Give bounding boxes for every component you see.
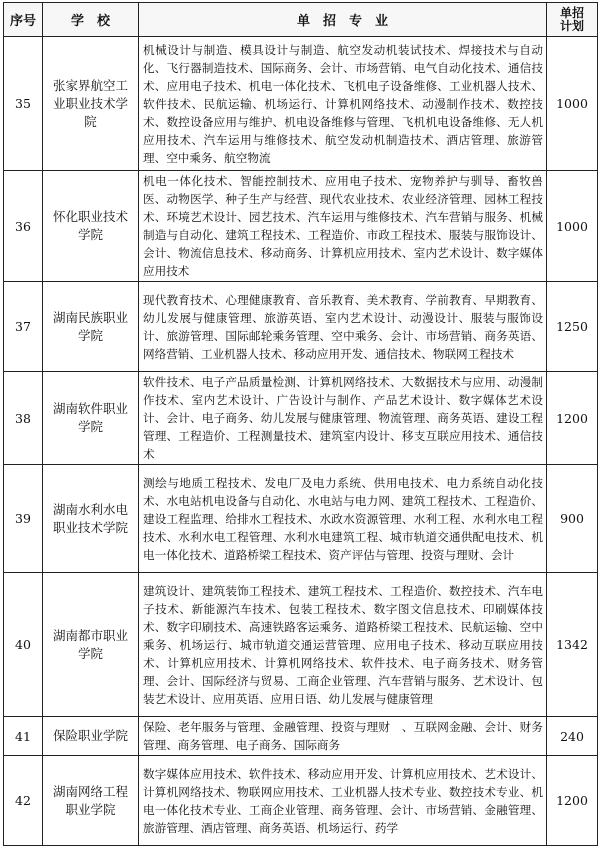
single-enrollment-table [3,2,598,846]
table-row [4,756,598,846]
row-serial-number: 39 [4,465,43,573]
row-plan-count: 1200 [547,372,598,465]
row-school-name: 湖南网络工程职业学院 [43,756,139,846]
row-school-name: 保险职业学院 [43,717,139,756]
row-serial-number: 38 [4,372,43,465]
row-serial-number: 37 [4,282,43,372]
row-school-name: 湖南都市职业学院 [43,573,139,717]
row-serial-number: 35 [4,37,43,171]
row-plan-count: 1342 [547,573,598,717]
row-school-name: 湖南软件职业学院 [43,372,139,465]
row-majors-list: 现代教育技术、心理健康教育、音乐教育、美术教育、学前教育、早期教育、幼儿发展与健康管理、旅游英语、室内艺术设计、动漫设计、服装与服饰设计、旅游管理、国际邮轮乘务管理、空中乘务、会计、市场营销、商务英语、网络营销、工业机器人技术、移动应用开发、通信技术、物联网工程技术 [139,282,547,372]
table-row [4,465,598,573]
header-plan-line2: 计划 [559,18,584,33]
table-header-row [4,3,598,37]
header-serial-number: 序号 [4,3,43,37]
row-school-name: 张家界航空工业职业技术学院 [43,37,139,171]
row-plan-count: 1250 [547,282,598,372]
row-school-name: 怀化职业技术学院 [43,171,139,282]
row-serial-number: 41 [4,717,43,756]
row-plan-count: 900 [547,465,598,573]
header-plan-line1: 单招 [559,5,584,20]
row-majors-list: 保险、老年服务与管理、金融管理、投资与理财 、互联网金融、会计、财务管理、商务管理、电子商务、国际商务 [139,717,547,756]
table-row [4,171,598,282]
admission-plan-document [3,2,597,835]
row-plan-count: 1200 [547,756,598,846]
row-school-name: 湖南民族职业学院 [43,282,139,372]
row-majors-list: 测绘与地质工程技术、发电厂及电力系统、供用电技术、电力系统自动化技术、水电站机电设备与自动化、水电站与电力网、建筑工程技术、工程造价、建设工程监理、给排水工程技术、水政水资源管理、水利工程、水利水电工程技术、水利水电工程管理、水利水电建筑工程、城市轨道交通供配电技术、机电一体化技术、道路桥梁工程技术、资产评估与管理、投资与理财、会计 [139,465,547,573]
row-plan-count: 1000 [547,37,598,171]
table-row [4,282,598,372]
header-majors: 单 招 专 业 [139,3,547,37]
table-row [4,573,598,717]
row-majors-list: 机电一体化技术、智能控制技术、应用电子技术、宠物养护与驯导、畜牧兽医、动物医学、种子生产与经营、现代农业技术、农业经济管理、园林工程技术、环境艺术设计、园艺技术、汽车运用与维修技术、汽车营销与服务、机械制造与自动化、建筑工程技术、工程造价、市政工程技术、服装与服饰设计、会计、物流信息技术、移动商务、计算机应用技术、室内艺术设计、数字媒体应用技术 [139,171,547,282]
header-school: 学 校 [43,3,139,37]
row-plan-count: 240 [547,717,598,756]
table-row [4,717,598,756]
row-serial-number: 42 [4,756,43,846]
row-serial-number: 40 [4,573,43,717]
row-majors-list: 软件技术、电子产品质量检测、计算机网络技术、大数据技术与应用、动漫制作技术、室内艺术设计、广告设计与制作、产品艺术设计、数字媒体艺术设计、会计、电子商务、幼儿发展与健康管理、物流管理、商务英语、建设工程管理、工程造价、工程测量技术、建筑室内设计、移支互联应用技术、通信技术 [139,372,547,465]
row-plan-count: 1000 [547,171,598,282]
row-majors-list: 数字媒体应用技术、软件技术、移动应用开发、计算机应用技术、艺术设计、计算机网络技术、物联网应用技术、工业机器人技术专业、数控技术专业、机电一体化技术专业、工商企业管理、商务管理、会计、市场营销、金融管理、旅游管理、酒店管理、商务英语、机场运行、药学 [139,756,547,846]
header-plan [547,3,598,37]
row-majors-list: 建筑设计、建筑装饰工程技术、建筑工程技术、工程造价、数控技术、汽车电子技术、新能源汽车技术、包装工程技术、数字图文信息技术、印刷媒体技术、数字印刷技术、高速铁路客运乘务、道路桥梁工程技术、民航运输、空中乘务、机场运行、城市轨道交通运营管理、应用电子技术、移动互联应用技术、计算机应用技术、计算机网络技术、软件技术、电子商务技术、财务管理、会计、国际经济与贸易、工商企业管理、汽车营销与服务、艺术设计、包装艺术设计、应用英语、应用日语、幼儿发展与健康管理 [139,573,547,717]
table-row [4,372,598,465]
row-school-name: 湖南水利水电职业技术学院 [43,465,139,573]
row-majors-list: 机械设计与制造、模具设计与制造、航空发动机装试技术、焊接技术与自动化、飞行器制造技术、国际商务、会计、市场营销、电气自动化技术、通信技术、应用电子技术、机电一体化技术、飞机电子设备维修、工业机器人技术、软件技术、民航运输、机场运行、计算机网络技术、动漫制作技术、数控技术、数控设备应用与维护、机电设备维修与管理、飞机机电设备维修、无人机应用技术、汽车运用与维修技术、航空发动机制造技术、酒店管理、旅游管理、空中乘务、航空物流 [139,37,547,171]
row-serial-number: 36 [4,171,43,282]
table-row [4,37,598,171]
